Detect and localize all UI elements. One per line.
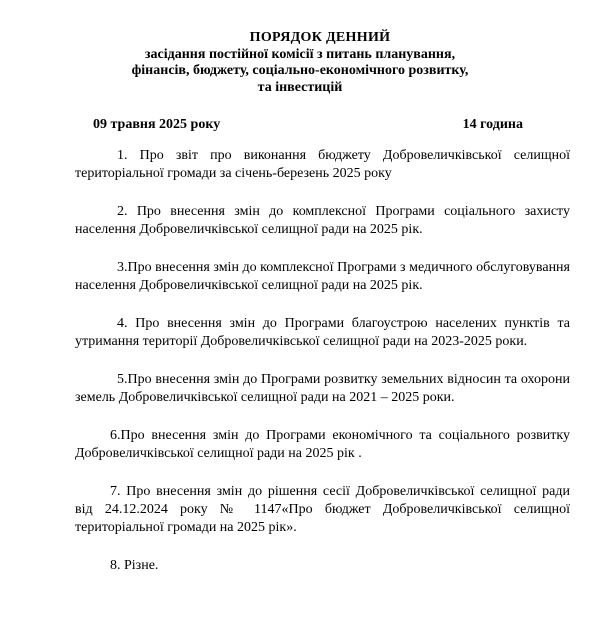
document-title: ПОРЯДОК ДЕННИЙ (249, 30, 391, 45)
subtitle-line-3: та інвестицій (257, 79, 343, 95)
document-header (0, 30, 600, 96)
meeting-time: 14 година (462, 117, 523, 132)
agenda-item-3: 3.Про внесення змін до комплексної Програми з медичного обслуговування населення Добровеличківської селищної ради на 2025 рік. (75, 260, 570, 293)
agenda-list (75, 147, 570, 595)
agenda-item-2: 2. Про внесення змін до комплексної Програми соціального захисту населення Добровеличківської селищної ради на 2025 рік. (75, 204, 570, 237)
subtitle-line-2: фінансів, бюджету, соціально-економічного розвитку, (131, 63, 469, 78)
agenda-item-7: 7. Про внесення змін до рішення сесії Добровеличківської селищної ради від 24.12.2024 року № 1147«Про бюджет Добровеличківської селищної територіальної громади на 2025 рік». (75, 484, 570, 535)
subtitle-line-1: засідання постійної комісії з питань планування, (144, 46, 456, 62)
agenda-item-5: 5.Про внесення змін до Програми розвитку земельних відносин та охорони земель Добровеличківської селищної ради на 2021 – 2025 роки. (75, 372, 570, 405)
meeting-date: 09 травня 2025 року (93, 117, 221, 132)
agenda-item-8: 8. Різне. (110, 558, 159, 573)
agenda-item-1: 1. Про звіт про виконання бюджету Добровеличківської селищної територіальної громади за січень-березень 2025 року (75, 148, 570, 181)
agenda-item-6: 6.Про внесення змін до Програми економічного та соціального розвитку Добровеличківської селищної ради на 2025 рік . (75, 428, 570, 461)
agenda-item-4: 4. Про внесення змін до Програми благоустрою населених пунктів та утримання території Добровеличківської селищної ради на 2023-2025 роки. (75, 316, 570, 349)
